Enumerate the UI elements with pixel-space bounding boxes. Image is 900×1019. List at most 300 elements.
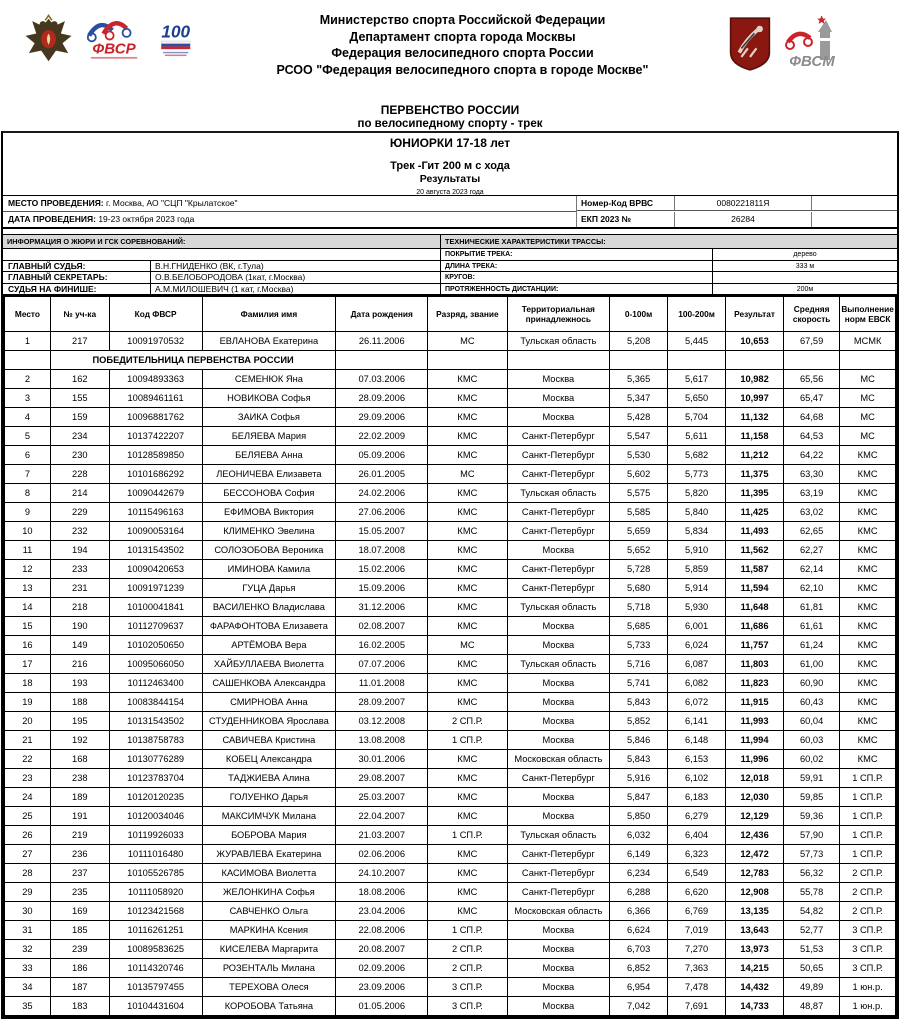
table-row <box>4 408 896 427</box>
cell-t100-200 <box>668 351 726 370</box>
cell-place: 13 <box>4 579 50 598</box>
cell-birth-date: 15.02.2006 <box>336 560 428 579</box>
cell-region: Москва <box>507 674 610 693</box>
table-row <box>4 484 896 503</box>
col-header-avg-speed: Средняя скорость <box>784 296 840 332</box>
cell-result: 11,562 <box>726 541 784 560</box>
cell-result: 11,996 <box>726 750 784 769</box>
cell-avg-speed: 60,03 <box>784 731 840 750</box>
cell-bib: 216 <box>50 655 109 674</box>
cell-region: Московская область <box>507 902 610 921</box>
venue-date-row <box>3 212 576 227</box>
cell-t0-100: 5,208 <box>610 332 668 351</box>
distance-label: ПРОТЯЖЕННОСТЬ ДИСТАНЦИИ: <box>441 284 713 296</box>
cell-region: Московская область <box>507 750 610 769</box>
event-title-box <box>3 133 897 196</box>
chief-secretary-label: ГЛАВНЫЙ СЕКРЕТАРЬ: <box>3 272 151 284</box>
cell-rank: 1 СП.Р. <box>428 921 507 940</box>
cell-evsk-norm: КМС <box>840 750 896 769</box>
cell-birth-date: 30.01.2006 <box>336 750 428 769</box>
cell-bib: 183 <box>50 997 109 1017</box>
cell-region: Москва <box>507 731 610 750</box>
table-row <box>4 940 896 959</box>
cell-fvsr-code: 10138758783 <box>109 731 202 750</box>
cell-region: Москва <box>507 389 610 408</box>
cell-place: 5 <box>4 427 50 446</box>
cell-t0-100: 5,728 <box>610 560 668 579</box>
cell-rank: КМС <box>428 750 507 769</box>
cell-rank: КМС <box>428 674 507 693</box>
cell-birth-date: 18.07.2008 <box>336 541 428 560</box>
cell-place: 3 <box>4 389 50 408</box>
cell-evsk-norm: 1 СП.Р. <box>840 845 896 864</box>
cell-result: 13,643 <box>726 921 784 940</box>
cell-rank: КМС <box>428 427 507 446</box>
cell-bib: 155 <box>50 389 109 408</box>
cell-place: 2 <box>4 370 50 389</box>
cell-fvsr-code: 10111016480 <box>109 845 202 864</box>
cell-avg-speed: 59,91 <box>784 769 840 788</box>
cell-avg-speed: 60,04 <box>784 712 840 731</box>
cell-fvsr-code: 10102050650 <box>109 636 202 655</box>
cell-name: САВЧЕНКО Ольга <box>202 902 336 921</box>
cell-t100-200: 5,704 <box>668 408 726 427</box>
cell-place: 35 <box>4 997 50 1017</box>
cell-region: Санкт-Петербург <box>507 446 610 465</box>
cell-region: Санкт-Петербург <box>507 503 610 522</box>
cell-bib: 185 <box>50 921 109 940</box>
cell-birth-date: 24.10.2007 <box>336 864 428 883</box>
cell-name: ГУЦА Дарья <box>202 579 336 598</box>
cell-rank: 1 СП.Р. <box>428 826 507 845</box>
cell-avg-speed: 65,56 <box>784 370 840 389</box>
table-row <box>4 921 896 940</box>
cell-place: 23 <box>4 769 50 788</box>
cell-name: ЖУРАВЛЕВА Екатерина <box>202 845 336 864</box>
cell-rank: 3 СП.Р. <box>428 978 507 997</box>
cell-region: Тульская область <box>507 332 610 351</box>
cell-fvsr-code: 10120034046 <box>109 807 202 826</box>
cell-result: 14,215 <box>726 959 784 978</box>
cell-t0-100: 6,954 <box>610 978 668 997</box>
cell-name: МАРКИНА Ксения <box>202 921 336 940</box>
cell-avg-speed: 60,43 <box>784 693 840 712</box>
cell-region: Санкт-Петербург <box>507 883 610 902</box>
cell-t100-200: 5,859 <box>668 560 726 579</box>
cell-t100-200: 5,914 <box>668 579 726 598</box>
cell-t100-200: 5,445 <box>668 332 726 351</box>
cell-fvsr-code: 10131543502 <box>109 541 202 560</box>
organization-lines <box>197 0 728 103</box>
org-line-1: Министерство спорта Российской Федерации <box>319 13 606 27</box>
centenary-logo <box>154 20 197 62</box>
cell-evsk-norm: КМС <box>840 617 896 636</box>
cell-bib: 238 <box>50 769 109 788</box>
cell-avg-speed: 61,00 <box>784 655 840 674</box>
event-name: Трек -Гит 200 м с хода <box>390 160 510 172</box>
cell-name: КОРОБОВА Татьяна <box>202 997 336 1017</box>
table-row <box>4 332 896 351</box>
cell-avg-speed: 52,77 <box>784 921 840 940</box>
cell-fvsr-code: 10100041841 <box>109 598 202 617</box>
cell-rank: 2 СП.Р. <box>428 712 507 731</box>
jury-section-label: ИНФОРМАЦИЯ О ЖЮРИ И ГСК СОРЕВНОВАНИЙ: <box>3 235 441 248</box>
centenary-logo-text: 100 <box>160 21 190 42</box>
cell-region: Санкт-Петербург <box>507 427 610 446</box>
col-header-region: Территориальная принадлежнось <box>507 296 610 332</box>
cell-bib: 194 <box>50 541 109 560</box>
track-section-label: ТЕХНИЧЕСКИЕ ХАРАКТЕРИСТИКИ ТРАССЫ: <box>445 237 606 246</box>
cell-avg-speed: 62,10 <box>784 579 840 598</box>
cell-name: ЕВЛАНОВА Екатерина <box>202 332 336 351</box>
cell-t100-200: 6,024 <box>668 636 726 655</box>
main-title <box>0 103 900 131</box>
cell-fvsr-code: 10137422207 <box>109 427 202 446</box>
cell-rank: МС <box>428 465 507 484</box>
cell-fvsr-code: 10123421568 <box>109 902 202 921</box>
cell-evsk-norm: КМС <box>840 541 896 560</box>
track-length-label: ДЛИНА ТРЕКА: <box>441 261 713 273</box>
cell-fvsr-code: 10115496163 <box>109 503 202 522</box>
cell-fvsr-code: 10091971239 <box>109 579 202 598</box>
cell-evsk-norm: МС <box>840 370 896 389</box>
cell-fvsr-code: 10089461161 <box>109 389 202 408</box>
cell-place: 9 <box>4 503 50 522</box>
table-row <box>4 978 896 997</box>
cell-rank: КМС <box>428 655 507 674</box>
table-row <box>4 636 896 655</box>
cell-place: 22 <box>4 750 50 769</box>
cell-birth-date: 13.08.2008 <box>336 731 428 750</box>
cell-evsk-norm: КМС <box>840 484 896 503</box>
cell-result: 12,783 <box>726 864 784 883</box>
cell-result <box>726 351 784 370</box>
cell-region: Санкт-Петербург <box>507 560 610 579</box>
cell-name: САШЕНКОВА Александра <box>202 674 336 693</box>
cell-avg-speed: 62,14 <box>784 560 840 579</box>
cell-rank: КМС <box>428 408 507 427</box>
cell-t100-200: 6,141 <box>668 712 726 731</box>
cell-evsk-norm: 2 СП.Р. <box>840 902 896 921</box>
cell-birth-date: 22.08.2006 <box>336 921 428 940</box>
cell-result: 12,018 <box>726 769 784 788</box>
cell-avg-speed: 49,89 <box>784 978 840 997</box>
cell-bib: 231 <box>50 579 109 598</box>
cell-t100-200: 5,820 <box>668 484 726 503</box>
cell-name: ХАЙБУЛЛАЕВА Виолетта <box>202 655 336 674</box>
cell-place: 10 <box>4 522 50 541</box>
cell-result: 11,648 <box>726 598 784 617</box>
cell-place: 21 <box>4 731 50 750</box>
cell-birth-date: 22.04.2007 <box>336 807 428 826</box>
cell-evsk-norm: 1 юн.р. <box>840 978 896 997</box>
cell-place: 27 <box>4 845 50 864</box>
cell-region: Москва <box>507 788 610 807</box>
cell-evsk-norm: МС <box>840 389 896 408</box>
cell-evsk-norm: МС <box>840 427 896 446</box>
cell-birth-date: 28.09.2007 <box>336 693 428 712</box>
cell-evsk-norm <box>840 351 896 370</box>
cell-rank <box>428 351 507 370</box>
cell-birth-date: 24.02.2006 <box>336 484 428 503</box>
venue-date-label: ДАТА ПРОВЕДЕНИЯ: <box>8 214 96 224</box>
cell-result: 11,132 <box>726 408 784 427</box>
cell-bib: 239 <box>50 940 109 959</box>
table-row <box>4 560 896 579</box>
cell-fvsr-code: 10089583625 <box>109 940 202 959</box>
cell-birth-date: 27.06.2006 <box>336 503 428 522</box>
cell-evsk-norm: 3 СП.Р. <box>840 959 896 978</box>
cell-rank: МС <box>428 332 507 351</box>
cell-result: 11,594 <box>726 579 784 598</box>
cell-t100-200: 6,279 <box>668 807 726 826</box>
cell-birth-date: 25.03.2007 <box>336 788 428 807</box>
results-table <box>3 295 897 1017</box>
cell-region: Санкт-Петербург <box>507 465 610 484</box>
cell-name: ГОЛУЕНКО Дарья <box>202 788 336 807</box>
cell-place: 7 <box>4 465 50 484</box>
cell-birth-date: 05.09.2006 <box>336 446 428 465</box>
cell-t0-100: 5,716 <box>610 655 668 674</box>
cell-fvsr-code: 10096881762 <box>109 408 202 427</box>
cell-rank: КМС <box>428 370 507 389</box>
cell-evsk-norm: КМС <box>840 655 896 674</box>
cell-evsk-norm: 1 СП.Р. <box>840 826 896 845</box>
cell-bib: 217 <box>50 332 109 351</box>
cell-place: 28 <box>4 864 50 883</box>
cell-region: Москва <box>507 408 610 427</box>
cell-place: 17 <box>4 655 50 674</box>
cell-result: 12,436 <box>726 826 784 845</box>
cell-avg-speed: 57,90 <box>784 826 840 845</box>
cell-avg-speed: 62,65 <box>784 522 840 541</box>
cell-avg-speed: 67,59 <box>784 332 840 351</box>
cell-t0-100: 5,843 <box>610 693 668 712</box>
cell-bib: 228 <box>50 465 109 484</box>
cell-evsk-norm: 3 СП.Р. <box>840 940 896 959</box>
cell-t100-200: 5,834 <box>668 522 726 541</box>
cell-avg-speed: 59,85 <box>784 788 840 807</box>
cell-bib: 236 <box>50 845 109 864</box>
header-row <box>4 296 896 332</box>
event-date: 20 августа 2023 года <box>416 189 484 196</box>
championship-title: ПЕРВЕНСТВО РОССИИ <box>380 103 520 117</box>
cell-rank: КМС <box>428 617 507 636</box>
cell-birth-date: 20.08.2007 <box>336 940 428 959</box>
cell-t100-200: 7,019 <box>668 921 726 940</box>
cell-rank: КМС <box>428 902 507 921</box>
cell-t100-200: 6,549 <box>668 864 726 883</box>
cell-t0-100: 5,365 <box>610 370 668 389</box>
cell-avg-speed: 64,22 <box>784 446 840 465</box>
cell-rank: КМС <box>428 845 507 864</box>
cell-t100-200: 7,270 <box>668 940 726 959</box>
cell-region: Москва <box>507 370 610 389</box>
cell-fvsr-code: 10116261251 <box>109 921 202 940</box>
cell-region: Тульская область <box>507 826 610 845</box>
cell-rank: 2 СП.Р. <box>428 959 507 978</box>
cell-bib: 237 <box>50 864 109 883</box>
cell-place: 33 <box>4 959 50 978</box>
table-row <box>4 541 896 560</box>
table-row <box>4 503 896 522</box>
cell-bib: 230 <box>50 446 109 465</box>
table-row <box>4 788 896 807</box>
cell-region: Москва <box>507 978 610 997</box>
cell-name: СЕМЕНЮК Яна <box>202 370 336 389</box>
table-row <box>4 902 896 921</box>
cell-fvsr-code: 10111058920 <box>109 883 202 902</box>
table-row <box>4 807 896 826</box>
cell-place: 18 <box>4 674 50 693</box>
table-row <box>4 693 896 712</box>
cell-t0-100: 6,234 <box>610 864 668 883</box>
cell-result: 11,757 <box>726 636 784 655</box>
cell-t0-100: 5,733 <box>610 636 668 655</box>
cell-t100-200: 6,001 <box>668 617 726 636</box>
cell-rank: 2 СП.Р. <box>428 940 507 959</box>
cell-bib: 159 <box>50 408 109 427</box>
championship-subtitle: по велосипедному спорту - трек <box>357 118 543 130</box>
cell-birth-date: 23.04.2006 <box>336 902 428 921</box>
cell-t100-200: 6,183 <box>668 788 726 807</box>
cell-birth-date: 07.03.2006 <box>336 370 428 389</box>
cell-place: 20 <box>4 712 50 731</box>
cell-t100-200: 6,102 <box>668 769 726 788</box>
cell-fvsr-code: 10112463400 <box>109 674 202 693</box>
cell-result: 10,982 <box>726 370 784 389</box>
cell-t0-100: 5,602 <box>610 465 668 484</box>
cell-rank: КМС <box>428 864 507 883</box>
cell-name: КАСИМОВА Виолетта <box>202 864 336 883</box>
cell-avg-speed: 61,81 <box>784 598 840 617</box>
cell-region: Тульская область <box>507 484 610 503</box>
cell-birth-date: 16.02.2005 <box>336 636 428 655</box>
cell-place: 34 <box>4 978 50 997</box>
cell-evsk-norm: КМС <box>840 712 896 731</box>
cell-evsk-norm: КМС <box>840 674 896 693</box>
winner-note-cell: ПОБЕДИТЕЛЬНИЦА ПЕРВЕНСТВА РОССИИ <box>50 351 335 370</box>
cell-fvsr-code: 10091970532 <box>109 332 202 351</box>
cell-name: ТАДЖИЕВА Алина <box>202 769 336 788</box>
col-header-fvsr-code: Код ФВСР <box>109 296 202 332</box>
cell-name: ЛЕОНИЧЕВА Елизавета <box>202 465 336 484</box>
cell-region: Санкт-Петербург <box>507 845 610 864</box>
table-row <box>4 427 896 446</box>
cell-t0-100: 5,846 <box>610 731 668 750</box>
laps-label: КРУГОВ: <box>441 272 713 284</box>
cell-rank: КМС <box>428 541 507 560</box>
cell-birth-date: 28.09.2006 <box>336 389 428 408</box>
table-row <box>4 598 896 617</box>
cell-rank: 3 СП.Р. <box>428 997 507 1017</box>
cell-birth-date: 02.09.2006 <box>336 959 428 978</box>
cell-name: СТУДЕННИКОВА Ярослава <box>202 712 336 731</box>
cell-name: ИМИНОВА Камила <box>202 560 336 579</box>
cell-name: КЛИМЕНКО Эвелина <box>202 522 336 541</box>
cell-name: НОВИКОВА Софья <box>202 389 336 408</box>
cell-result: 11,803 <box>726 655 784 674</box>
cell-fvsr-code: 10130776289 <box>109 750 202 769</box>
cell-t100-200: 7,691 <box>668 997 726 1017</box>
cell-name: БОБРОВА Мария <box>202 826 336 845</box>
cell-fvsr-code: 10090053164 <box>109 522 202 541</box>
cell-result: 11,158 <box>726 427 784 446</box>
cell-bib: 187 <box>50 978 109 997</box>
cell-fvsr-code: 10090442679 <box>109 484 202 503</box>
cell-t0-100: 5,741 <box>610 674 668 693</box>
cell-result: 11,915 <box>726 693 784 712</box>
cell-birth-date: 18.08.2006 <box>336 883 428 902</box>
cell-t0-100: 5,916 <box>610 769 668 788</box>
table-row <box>4 370 896 389</box>
table-row <box>4 446 896 465</box>
cell-region: Москва <box>507 921 610 940</box>
cell-t0-100: 5,659 <box>610 522 668 541</box>
table-row <box>4 959 896 978</box>
cell-t100-200: 5,682 <box>668 446 726 465</box>
cell-avg-speed: 64,53 <box>784 427 840 446</box>
table-row <box>4 617 896 636</box>
results-tbody <box>4 332 896 1017</box>
table-row <box>4 389 896 408</box>
cell-fvsr-code: 10095066050 <box>109 655 202 674</box>
cell-rank: 1 СП.Р. <box>428 731 507 750</box>
results-label: Результаты <box>419 173 481 185</box>
venue-section <box>3 196 897 229</box>
cell-t0-100: 5,847 <box>610 788 668 807</box>
chief-secretary-value: О.В.БЕЛОБОРОДОВА (1кат, г.Москва) <box>151 272 441 284</box>
cell-t100-200: 5,840 <box>668 503 726 522</box>
cell-evsk-norm: КМС <box>840 465 896 484</box>
cell-region: Москва <box>507 959 610 978</box>
cell-birth-date: 11.01.2008 <box>336 674 428 693</box>
table-row <box>4 674 896 693</box>
cell-t0-100: 6,288 <box>610 883 668 902</box>
cell-bib: 218 <box>50 598 109 617</box>
cell-birth-date: 22.02.2009 <box>336 427 428 446</box>
cell-avg-speed: 54,82 <box>784 902 840 921</box>
cell-t0-100: 7,042 <box>610 997 668 1017</box>
cell-t100-200: 7,478 <box>668 978 726 997</box>
cell-t100-200: 6,072 <box>668 693 726 712</box>
cell-bib: 190 <box>50 617 109 636</box>
cell-result: 14,432 <box>726 978 784 997</box>
cell-result: 11,425 <box>726 503 784 522</box>
moscow-emblem-icon <box>728 16 772 72</box>
cell-bib: 162 <box>50 370 109 389</box>
table-row <box>4 769 896 788</box>
table-row <box>4 712 896 731</box>
cell-name: КИСЕЛЕВА Маргарита <box>202 940 336 959</box>
cell-place: 12 <box>4 560 50 579</box>
cell-bib: 189 <box>50 788 109 807</box>
cell-name: РОЗЕНТАЛЬ Милана <box>202 959 336 978</box>
vrvs-label: Номер-Код ВРВС <box>577 196 674 211</box>
cell-evsk-norm: 1 СП.Р. <box>840 769 896 788</box>
cell-avg-speed: 48,87 <box>784 997 840 1017</box>
cell-t0-100: 5,850 <box>610 807 668 826</box>
cell-fvsr-code: 10114320746 <box>109 959 202 978</box>
cell-place <box>4 351 50 370</box>
venue-place-label: МЕСТО ПРОВЕДЕНИЯ: <box>8 198 104 208</box>
section-band <box>3 235 897 249</box>
cell-t0-100: 6,624 <box>610 921 668 940</box>
cell-place: 14 <box>4 598 50 617</box>
cell-result: 11,994 <box>726 731 784 750</box>
cell-result: 10,653 <box>726 332 784 351</box>
cell-bib: 169 <box>50 902 109 921</box>
